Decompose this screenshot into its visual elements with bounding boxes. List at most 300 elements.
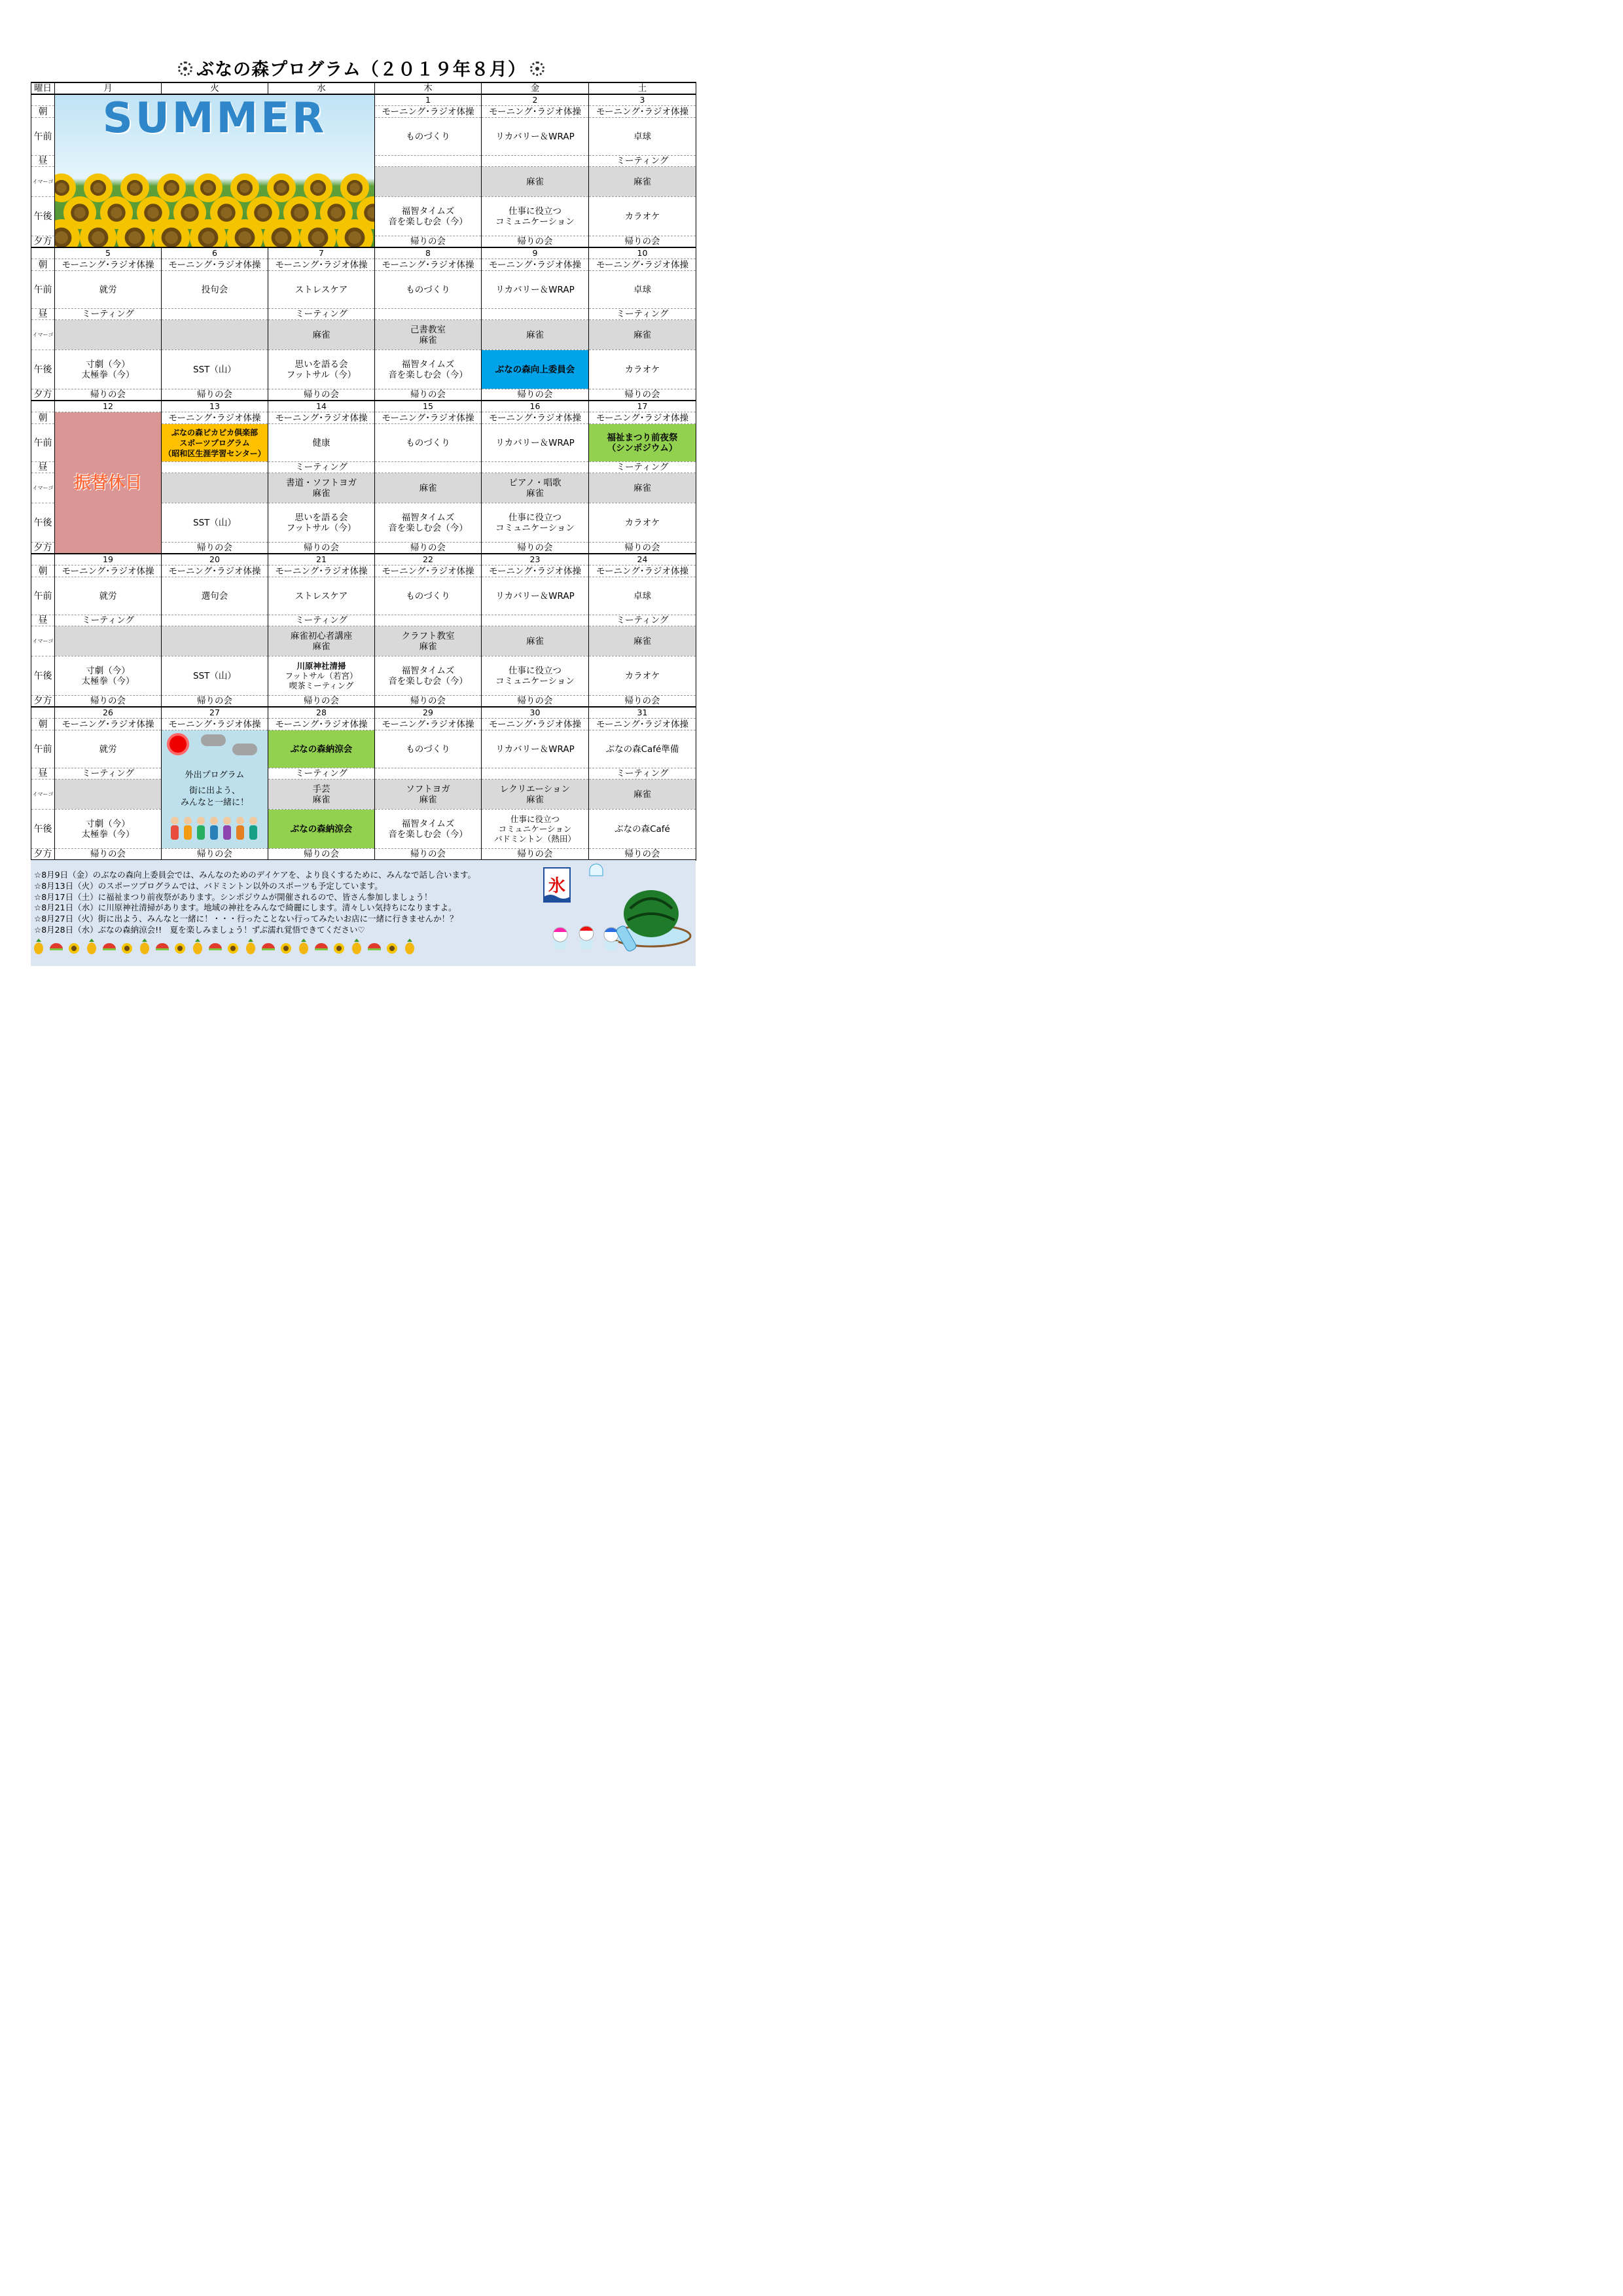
row-morning xyxy=(31,719,696,730)
cell-line: ものづくり xyxy=(406,437,450,448)
note-line: ☆8月13日（火）のスポーツプログラムでは、バドミントン以外のスポーツも予定しています。 xyxy=(34,880,383,891)
schedule-cell xyxy=(589,424,696,462)
date-cell: 21 xyxy=(268,554,375,565)
day-header: 土 xyxy=(589,82,696,94)
date-cell: 29 xyxy=(375,707,482,719)
schedule-cell xyxy=(482,615,589,626)
schedule-cell xyxy=(162,424,268,462)
schedule-cell xyxy=(55,350,162,389)
schedule-cell: 卓球 xyxy=(589,577,696,615)
schedule-cell: 帰りの会 xyxy=(482,849,589,861)
schedule-cell: モーニング･ラジオ体操 xyxy=(375,106,482,118)
schedule-cell: モーニング･ラジオ体操 xyxy=(268,565,375,577)
cell-line: 麻雀 xyxy=(633,636,651,647)
schedule-cell: 帰りの会 xyxy=(482,696,589,708)
outing-text xyxy=(162,770,268,809)
schedule-cell: モーニング･ラジオ体操 xyxy=(482,106,589,118)
date-cell: 15 xyxy=(375,401,482,412)
slot-label: 夕方 xyxy=(31,849,55,861)
cell-line: 仕事に役立つ xyxy=(508,512,562,523)
schedule-cell: ものづくり xyxy=(375,271,482,309)
schedule-cell xyxy=(375,473,482,503)
schedule-cell: モーニング･ラジオ体操 xyxy=(482,412,589,424)
slot-label: 昼 xyxy=(31,462,55,473)
date-cell: 6 xyxy=(162,247,268,259)
schedule-cell: ミーティング xyxy=(268,309,375,320)
schedule-cell xyxy=(375,768,482,780)
date-cell: 5 xyxy=(55,247,162,259)
slot-label: 午前 xyxy=(31,424,55,462)
flower-icon xyxy=(178,62,192,76)
schedule-cell: 就労 xyxy=(55,577,162,615)
cell-line: コミュニケーション xyxy=(495,522,575,533)
schedule-cell xyxy=(482,626,589,656)
schedule-cell: ミーティング xyxy=(589,309,696,320)
cell-line: フットサル（今） xyxy=(286,369,357,380)
cell-line: 福智タイムズ xyxy=(401,359,455,370)
schedule-cell: 帰りの会 xyxy=(375,543,482,554)
schedule-cell: モーニング･ラジオ体操 xyxy=(162,259,268,271)
schedule-cell xyxy=(482,424,589,462)
date-cell: 12 xyxy=(55,401,162,412)
schedule-cell: モーニング･ラジオ体操 xyxy=(589,565,696,577)
cell-line: 福智タイムズ xyxy=(401,665,455,676)
schedule-cell: 帰りの会 xyxy=(268,849,375,861)
slot-label xyxy=(31,401,55,412)
schedule-cell xyxy=(589,503,696,543)
schedule-cell: 帰りの会 xyxy=(55,389,162,401)
cell-line: 仕事に役立つ xyxy=(508,665,562,676)
row-am xyxy=(31,730,696,768)
slot-label: 夕方 xyxy=(31,543,55,554)
date-cell: 10 xyxy=(589,247,696,259)
schedule-cell: 卓球 xyxy=(589,118,696,156)
date-cell: 19 xyxy=(55,554,162,565)
cell-line: 麻雀 xyxy=(312,329,330,340)
schedule-cell xyxy=(268,350,375,389)
row-noon xyxy=(31,615,696,626)
row-image xyxy=(31,626,696,656)
schedule-cell: 帰りの会 xyxy=(589,236,696,248)
schedule-cell: 帰りの会 xyxy=(162,849,268,861)
schedule-cell xyxy=(375,350,482,389)
slot-label xyxy=(31,94,55,106)
date-cell: 23 xyxy=(482,554,589,565)
row-morning xyxy=(31,565,696,577)
cell-line: SST（山） xyxy=(193,517,236,528)
row-pm xyxy=(31,810,696,849)
schedule-cell: 選句会 xyxy=(162,577,268,615)
schedule-cell xyxy=(375,615,482,626)
schedule-cell: 帰りの会 xyxy=(589,696,696,708)
schedule-cell: 帰りの会 xyxy=(589,543,696,554)
cell-line: カラオケ xyxy=(624,670,660,681)
cell-line: コミュニケーション xyxy=(495,675,575,687)
date-cell: 28 xyxy=(268,707,375,719)
schedule-cell: モーニング･ラジオ体操 xyxy=(589,412,696,424)
slot-label: 朝 xyxy=(31,259,55,271)
cell-line: 己書教室 xyxy=(410,324,446,335)
schedule-cell: ミーティング xyxy=(589,462,696,473)
row-date xyxy=(31,401,696,412)
schedule-cell xyxy=(589,626,696,656)
summer-sweets-illustration xyxy=(541,863,692,964)
cell-line: ソフトヨガ xyxy=(406,783,450,795)
schedule-cell: ストレスケア xyxy=(268,271,375,309)
schedule-cell: 帰りの会 xyxy=(482,389,589,401)
slot-label: 夕方 xyxy=(31,696,55,708)
schedule-cell: モーニング･ラジオ体操 xyxy=(375,565,482,577)
cell-line: （昭和区生涯学習センター） xyxy=(164,448,266,458)
schedule-cell: モーニング･ラジオ体操 xyxy=(162,719,268,730)
schedule-cell: モーニング･ラジオ体操 xyxy=(375,412,482,424)
cell-line: 思いを語る会 xyxy=(294,359,348,370)
schedule-cell xyxy=(482,656,589,696)
schedule-cell: リカバリー＆WRAP xyxy=(482,577,589,615)
cell-line: 麻雀 xyxy=(312,641,330,652)
cell-line: 麻雀初心者講座 xyxy=(290,630,353,641)
slot-label: イマーゴ xyxy=(31,320,55,350)
row-image xyxy=(31,780,696,810)
schedule-cell: 帰りの会 xyxy=(162,543,268,554)
cell-line: 寸劇（今） xyxy=(86,665,130,676)
cell-line: 手芸 xyxy=(312,783,330,795)
cell-line: クラフト教室 xyxy=(401,630,455,641)
schedule-cell xyxy=(482,156,589,167)
schedule-cell: ミーティング xyxy=(589,156,696,167)
row-evening xyxy=(31,389,696,401)
schedule-cell xyxy=(589,320,696,350)
sunflower-field-icon xyxy=(55,168,374,247)
day-header: 木 xyxy=(375,82,482,94)
cell-line: ぶなの森Café xyxy=(615,823,670,834)
schedule-cell: 帰りの会 xyxy=(482,236,589,248)
schedule-cell xyxy=(162,626,268,656)
cell-line: 川原神社清掃 xyxy=(296,661,346,671)
outing-program-cell xyxy=(162,730,268,849)
schedule-cell xyxy=(482,503,589,543)
cell-line: ぶなの森向上委員会 xyxy=(495,364,575,375)
cell-line: 音を楽しむ会（今） xyxy=(388,369,468,380)
schedule-cell xyxy=(589,780,696,810)
summer-banner xyxy=(55,94,375,247)
slot-label: 昼 xyxy=(31,156,55,167)
schedule-cell: 帰りの会 xyxy=(482,543,589,554)
slot-label: 午前 xyxy=(31,271,55,309)
cell-line: 福祉まつり前夜祭 xyxy=(607,432,678,443)
slot-label xyxy=(31,707,55,719)
cell-line: 喫茶ミーティング xyxy=(289,681,354,691)
slot-label xyxy=(31,247,55,259)
date-cell: 31 xyxy=(589,707,696,719)
cell-line: コミュニケーション xyxy=(495,216,575,227)
schedule-cell: リカバリー＆WRAP xyxy=(482,730,589,768)
date-cell: 13 xyxy=(162,401,268,412)
schedule-cell: リカバリー＆WRAP xyxy=(482,118,589,156)
schedule-cell: 麻雀 xyxy=(589,167,696,197)
slot-label: イマーゴ xyxy=(31,626,55,656)
schedule-cell: ミーティング xyxy=(268,462,375,473)
date-cell: 26 xyxy=(55,707,162,719)
slot-label: 午後 xyxy=(31,197,55,236)
schedule-cell: モーニング･ラジオ体操 xyxy=(589,259,696,271)
schedule-cell xyxy=(55,626,162,656)
schedule-cell: ミーティング xyxy=(589,768,696,780)
date-cell: 2 xyxy=(482,94,589,106)
schedule-cell xyxy=(375,424,482,462)
date-cell: 7 xyxy=(268,247,375,259)
cell-line: 音を楽しむ会（今） xyxy=(388,522,468,533)
schedule-cell: 帰りの会 xyxy=(589,389,696,401)
slot-label: 朝 xyxy=(31,719,55,730)
cell-line: 麻雀 xyxy=(526,794,544,805)
header-label: 曜日 xyxy=(31,82,55,94)
schedule-cell: ミーティング xyxy=(55,309,162,320)
schedule-cell xyxy=(375,309,482,320)
schedule-cell xyxy=(589,810,696,849)
cell-line: 麻雀 xyxy=(633,329,651,340)
schedule-cell xyxy=(375,626,482,656)
cell-line: 太極拳（今） xyxy=(81,369,135,380)
schedule-cell xyxy=(482,768,589,780)
schedule-cell: 投句会 xyxy=(162,271,268,309)
row-morning xyxy=(31,259,696,271)
row-am xyxy=(31,271,696,309)
schedule-cell: 就労 xyxy=(55,271,162,309)
cloud-icon xyxy=(232,744,257,755)
schedule-cell: モーニング･ラジオ体操 xyxy=(268,719,375,730)
schedule-cell xyxy=(268,626,375,656)
note-line: ☆8月21日（水）に川原神社清掃があります。地域の神社をみんなで綺麗にします。清々しい気持ちになりますよ。 xyxy=(34,903,457,913)
schedule-cell xyxy=(162,503,268,543)
cell-line: カラオケ xyxy=(624,517,660,528)
slot-label: 午後 xyxy=(31,350,55,389)
schedule-cell: モーニング･ラジオ体操 xyxy=(162,412,268,424)
schedule-cell: モーニング･ラジオ体操 xyxy=(268,259,375,271)
cell-line: 麻雀 xyxy=(526,636,544,647)
schedule-cell: 帰りの会 xyxy=(55,849,162,861)
notes-list xyxy=(34,870,476,936)
slot-label: 夕方 xyxy=(31,236,55,248)
schedule-cell: 帰りの会 xyxy=(162,389,268,401)
schedule-cell xyxy=(55,780,162,810)
schedule-cell xyxy=(482,462,589,473)
page-title: ぶなの森プログラム（２０１９年８月） xyxy=(0,55,722,81)
slot-label: 午後 xyxy=(31,810,55,849)
cell-line: 仕事に役立つ xyxy=(508,206,562,217)
schedule-cell xyxy=(482,780,589,810)
schedule-cell xyxy=(55,656,162,696)
cell-line: レクリエーション xyxy=(500,783,570,795)
row-noon xyxy=(31,768,696,780)
schedule-cell xyxy=(162,350,268,389)
slot-label: 午前 xyxy=(31,118,55,156)
cell-line: 仕事に役立つ xyxy=(510,814,560,824)
schedule-cell: モーニング･ラジオ体操 xyxy=(589,719,696,730)
schedule-cell xyxy=(162,309,268,320)
schedule-cell xyxy=(589,656,696,696)
date-cell: 17 xyxy=(589,401,696,412)
cloud-icon xyxy=(201,734,226,746)
schedule-cell xyxy=(482,810,589,849)
cell-line: SST（山） xyxy=(193,364,236,375)
row-noon xyxy=(31,309,696,320)
slot-label: 夕方 xyxy=(31,389,55,401)
schedule-cell xyxy=(482,197,589,236)
cell-line: 音を楽しむ会（今） xyxy=(388,675,468,687)
schedule-cell xyxy=(589,350,696,389)
row-morning xyxy=(31,412,696,424)
cell-line: 思いを語る会 xyxy=(294,512,348,523)
schedule-cell xyxy=(162,656,268,696)
outing-line: 外出プログラム xyxy=(185,770,245,780)
outing-line: みんなと一緒に！ xyxy=(180,798,249,808)
schedule-cell: ミーティング xyxy=(589,615,696,626)
cell-line: 音を楽しむ会（今） xyxy=(388,829,468,840)
date-cell: 27 xyxy=(162,707,268,719)
cell-line: 音を楽しむ会（今） xyxy=(388,216,468,227)
slot-label: 午前 xyxy=(31,730,55,768)
schedule-cell: ものづくり xyxy=(375,577,482,615)
header-row xyxy=(31,82,696,94)
schedule-cell: モーニング･ラジオ体操 xyxy=(482,259,589,271)
slot-label: 昼 xyxy=(31,615,55,626)
cell-line: ぶなの森ピカピカ倶楽部 xyxy=(171,427,258,437)
cell-line: 麻雀 xyxy=(526,488,544,499)
slot-label: イマーゴ xyxy=(31,780,55,810)
cell-line: 麻雀 xyxy=(312,794,330,805)
schedule-cell: モーニング･ラジオ体操 xyxy=(375,719,482,730)
schedule-cell: 帰りの会 xyxy=(375,389,482,401)
slot-label: イマーゴ xyxy=(31,473,55,503)
cell-line: リカバリー＆WRAP xyxy=(495,437,575,448)
date-cell: 3 xyxy=(589,94,696,106)
slot-label: 昼 xyxy=(31,768,55,780)
slot-label: 朝 xyxy=(31,412,55,424)
schedule-cell: ミーティング xyxy=(268,768,375,780)
schedule-cell xyxy=(482,350,589,389)
cell-line: カラオケ xyxy=(624,364,660,375)
row-evening xyxy=(31,696,696,708)
holiday-cell xyxy=(55,412,162,554)
row-evening xyxy=(31,849,696,861)
schedule-cell: ミーティング xyxy=(268,615,375,626)
schedule-cell xyxy=(268,810,375,849)
note-line: ☆8月27日（火）街に出よう、みんなと一緒に！・・・行ったことない行ってみたいお店に一緒に行きませんか！？ xyxy=(34,914,458,924)
schedule-cell: 卓球 xyxy=(589,271,696,309)
schedule-cell xyxy=(268,503,375,543)
schedule-cell: ぶなの森Café準備 xyxy=(589,730,696,768)
schedule-cell: 帰りの会 xyxy=(162,696,268,708)
slot-label: 午後 xyxy=(31,503,55,543)
schedule-cell xyxy=(482,320,589,350)
note-line: ☆8月17日（土）に福祉まつり前夜祭があります。シンポジウムが開催されるので、皆さん参加しましょう！ xyxy=(34,891,433,902)
schedule-cell xyxy=(482,309,589,320)
ice-flag-label: 氷 xyxy=(548,876,566,896)
cell-line: ピアノ・唱歌 xyxy=(508,477,562,488)
day-header: 月 xyxy=(55,82,162,94)
schedule-cell: ストレスケア xyxy=(268,577,375,615)
row-date xyxy=(31,554,696,565)
summer-word: SUMMER xyxy=(102,94,327,143)
schedule-cell xyxy=(375,320,482,350)
slot-label: 朝 xyxy=(31,565,55,577)
schedule-cell xyxy=(162,320,268,350)
schedule-cell: モーニング･ラジオ体操 xyxy=(55,259,162,271)
cell-line: 太極拳（今） xyxy=(81,829,135,840)
cell-line: バドミントン（熱田） xyxy=(494,834,576,844)
schedule-cell xyxy=(268,780,375,810)
shaved-ice-icons xyxy=(553,926,618,950)
schedule-cell: 帰りの会 xyxy=(268,543,375,554)
day-header: 火 xyxy=(162,82,268,94)
schedule-cell: モーニング･ラジオ体操 xyxy=(162,565,268,577)
cell-line: SST（山） xyxy=(193,670,236,681)
schedule-cell xyxy=(375,156,482,167)
sun-icon xyxy=(169,736,187,753)
day-header: 水 xyxy=(268,82,375,94)
outing-line: 街に出よう、 xyxy=(188,786,240,796)
schedule-cell xyxy=(162,462,268,473)
date-cell: 1 xyxy=(375,94,482,106)
cell-line: 麻雀 xyxy=(633,482,651,493)
cell-line: 福智タイムズ xyxy=(401,206,455,217)
schedule-cell xyxy=(589,473,696,503)
note-line: ☆8月28日（水）ぶなの森納涼会!! 夏を楽しみましょう！ずぶ濡れ覚悟できてください♡ xyxy=(34,924,365,935)
slot-label xyxy=(31,554,55,565)
holiday-label: 振替休日 xyxy=(73,473,142,493)
schedule-cell: 帰りの会 xyxy=(375,236,482,248)
schedule-cell: モーニング･ラジオ体操 xyxy=(55,719,162,730)
slot-label: 昼 xyxy=(31,309,55,320)
schedule-cell xyxy=(375,780,482,810)
row-pm xyxy=(31,656,696,696)
schedule-cell: ものづくり xyxy=(375,118,482,156)
cell-line: 麻雀 xyxy=(312,488,330,499)
schedule-cell xyxy=(268,656,375,696)
schedule-cell xyxy=(375,656,482,696)
slot-label: イマーゴ xyxy=(31,167,55,197)
schedule-cell: ものづくり xyxy=(375,730,482,768)
schedule-cell xyxy=(55,320,162,350)
schedule-cell: 帰りの会 xyxy=(55,696,162,708)
program-calendar xyxy=(31,82,696,861)
slot-label: 午前 xyxy=(31,577,55,615)
cell-line: スポーツプログラム xyxy=(179,438,250,448)
wind-chime-icon xyxy=(590,864,603,876)
cell-line: カラオケ xyxy=(624,211,660,222)
cell-line: フットサル（今） xyxy=(286,522,357,533)
row-date xyxy=(31,94,696,106)
schedule-cell xyxy=(162,615,268,626)
slot-label: 午後 xyxy=(31,656,55,696)
schedule-cell: 帰りの会 xyxy=(589,849,696,861)
row-image xyxy=(31,320,696,350)
schedule-cell: 麻雀 xyxy=(482,167,589,197)
date-cell: 8 xyxy=(375,247,482,259)
schedule-cell: リカバリー＆WRAP xyxy=(482,271,589,309)
cell-line: 麻雀 xyxy=(419,334,437,346)
date-cell: 30 xyxy=(482,707,589,719)
date-cell: 9 xyxy=(482,247,589,259)
cell-line: 太極拳（今） xyxy=(81,675,135,687)
cell-line: 寸劇（今） xyxy=(86,359,130,370)
schedule-cell: 就労 xyxy=(55,730,162,768)
schedule-cell xyxy=(268,473,375,503)
schedule-cell xyxy=(375,167,482,197)
schedule-cell: 帰りの会 xyxy=(375,849,482,861)
schedule-cell xyxy=(375,462,482,473)
